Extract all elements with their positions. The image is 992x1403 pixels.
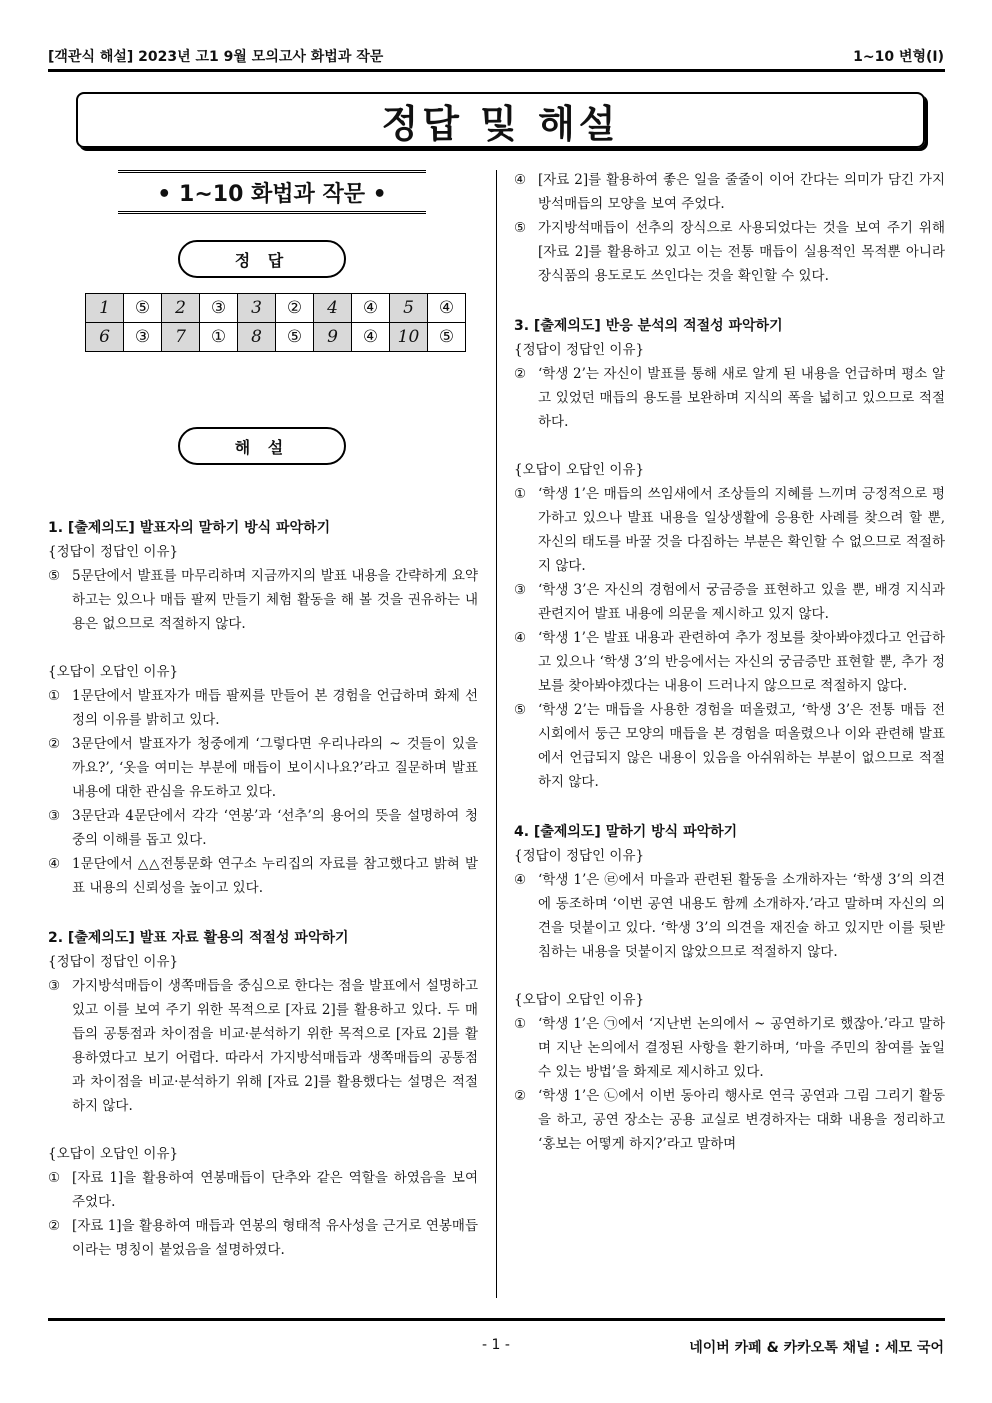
list-item: ④ 1문단에서 △△전통문화 연구소 누리집의 자료를 참고했다고 밝혀 발표 내용의 신뢰성을 높이고 있다. <box>48 856 478 896</box>
answer-value: ④ <box>352 294 390 323</box>
list-item: ① [자료 1]을 활용하여 연봉매듭이 단추와 같은 역할을 하였음을 보여 주었다. <box>48 1170 478 1210</box>
q2-heading: 2. [출제의도] 발표 자료 활용의 적절성 파악하기 <box>48 930 349 946</box>
answer-value: ③ <box>124 323 162 352</box>
correct-reason-label: {정답이 정답인 이유} <box>48 544 179 560</box>
question-number: 7 <box>162 323 200 352</box>
footer-channel: 네이버 카페 & 카카오톡 채널 : 세모 국어 <box>689 1340 944 1356</box>
correct-reason-label: {정답이 정답인 이유} <box>514 848 645 864</box>
page-title: 정답 및 해설 <box>381 101 620 146</box>
list-item: ① 1문단에서 발표자가 매듭 팔찌를 만들어 본 경험을 언급하며 화제 선정의 이유를 밝히고 있다. <box>48 688 478 728</box>
list-item: ② 3문단에서 발표자가 청중에게 ‘그렇다면 우리나라의 ~ 것들이 있을까요?’, ‘옷을 여미는 부분에 매듭이 보이시나요?’라고 질문하며 발표 내용에 대한 관심을 유도하고 있다. <box>48 736 478 800</box>
answer-value: ⑤ <box>428 323 466 352</box>
question-number: 5 <box>390 294 428 323</box>
answer-value: ⑤ <box>276 323 314 352</box>
answer-value: ④ <box>352 323 390 352</box>
q1-heading: 1. [출제의도] 발표자의 말하기 방식 파악하기 <box>48 520 331 536</box>
question-number: 9 <box>314 323 352 352</box>
q3-heading: 3. [출제의도] 반응 분석의 적절성 파악하기 <box>514 318 783 334</box>
list-item: ⑤ ‘학생 2’는 매듭을 사용한 경험을 떠올렸고, ‘학생 3’은 전통 매듭 전시회에서 둥근 모양의 매듭을 본 경험을 떠올렸으나 이와 관련해 발표에서 언급되지 않은 내용이 있음을 아쉬워하는 부분이 없으므로 적절하지 않다. <box>514 702 945 790</box>
wrong-reason-label: {오답이 오답인 이유} <box>48 1146 179 1162</box>
list-item: ③ 3문단과 4문단에서 각각 ‘연봉’과 ‘선추’의 용어의 뜻을 설명하여 청중의 이해를 돕고 있다. <box>48 808 478 848</box>
answer-label: 정 답 <box>178 240 346 278</box>
header-title: [객관식 해설] 2023년 고1 9월 모의고사 화법과 작문 <box>48 49 384 65</box>
page-number: - 1 - <box>482 1337 510 1353</box>
question-number: 10 <box>390 323 428 352</box>
list-item: ② ‘학생 1’은 ㉡에서 이번 동아리 행사로 연극 공연과 그림 그리기 활동을 하고, 공연 장소는 공용 교실로 변경하자는 대화 내용을 정리하고 ‘홍보는 어떻게 하지?’라고 말하며 <box>514 1088 945 1152</box>
right-column <box>514 168 945 1156</box>
list-item: ③ 가지방석매듭이 생쪽매듭을 중심으로 한다는 점을 발표에서 설명하고 있고 이를 보여 주기 위한 목적으로 [자료 2]를 활용하고 있다. 두 매듭의 공통점과 차이점을 비교·분석하기 위한 목적으로 [자료 2]를 활용하였다고 보기 어렵다. 따라서 가지방석매듭과 생쪽매듭의 공통점과 차이점을 비교·분석하기 위해 [자료 2]를 활용했다는 설명은 적절하지 않다. <box>48 978 478 1114</box>
list-item: ③ ‘학생 3’은 자신의 경험에서 궁금증을 표현하고 있을 뿐, 배경 지식과 관련지어 발표 내용에 의문을 제시하고 있지 않다. <box>514 582 945 622</box>
answer-value: ② <box>276 294 314 323</box>
list-item: ① ‘학생 1’은 ㉠에서 ‘지난번 논의에서 ~ 공연하기로 했잖아.’라고 말하며 지난 논의에서 결정된 사항을 환기하며, ‘마을 주민의 참여를 높일 수 있는 방법’을 화제로 제시하고 있다. <box>514 1016 945 1080</box>
section-banner <box>118 170 426 214</box>
title-box <box>76 92 925 148</box>
list-item: ⑤ 가지방석매듭이 선추의 장식으로 사용되었다는 것을 보여 주기 위해 [자료 2]를 활용하고 있고 이는 전통 매듭이 실용적인 목적뿐 아니라 장식품의 용도로도 쓰인다는 것을 확인할 수 있다. <box>514 220 945 284</box>
footer-divider <box>48 1318 945 1321</box>
list-item: ① ‘학생 1’은 매듭의 쓰임새에서 조상들의 지혜를 느끼며 긍정적으로 평가하고 있으나 발표 내용을 일상생활에 응용한 사례를 찾으려 할 뿐, 자신의 태도를 바꿀 것을 다짐하는 부분은 확인할 수 없으므로 적절하지 않다. <box>514 486 945 574</box>
answer-value: ③ <box>200 294 238 323</box>
wrong-reason-label: {오답이 오답인 이유} <box>514 462 645 478</box>
question-number: 1 <box>86 294 124 323</box>
answer-value: ⑤ <box>124 294 162 323</box>
list-item: ② [자료 1]을 활용하여 매듭과 연봉의 형태적 유사성을 근거로 연봉매듭이라는 명칭이 붙었음을 설명하였다. <box>48 1218 478 1258</box>
list-item: ⑤ 5문단에서 발표를 마무리하며 지금까지의 발표 내용을 간략하게 요약하고는 있으나 매듭 팔찌 만들기 체험 활동을 해 볼 것을 권유하는 내용은 없으므로 적절하지 않다. <box>48 568 478 632</box>
list-item: ④ ‘학생 1’은 ㉣에서 마을과 관련된 활동을 소개하자는 ‘학생 3’의 의견에 동조하며 ‘이번 공연 내용도 함께 소개하자.’라고 말하며 자신의 의견을 덧붙이고 있다. ‘학생 3’의 의견을 재진술 하고 있지만 이를 뒷받침하는 내용을 덧붙이지 않았으므로 적절하지 않다. <box>514 872 945 960</box>
answer-row <box>86 294 466 323</box>
wrong-reason-label: {오답이 오답인 이유} <box>514 992 645 1008</box>
header-version: 1~10 변형(I) <box>853 49 944 65</box>
question-number: 8 <box>238 323 276 352</box>
section-banner-text: • 1~10 화법과 작문 • <box>157 181 387 207</box>
question-number: 4 <box>314 294 352 323</box>
list-item: ④ [자료 2]를 활용하여 좋은 일을 줄줄이 이어 간다는 의미가 담긴 가지방석매듭의 모양을 보여 주었다. <box>514 172 945 212</box>
answer-table <box>85 293 466 352</box>
wrong-reason-label: {오답이 오답인 이유} <box>48 664 179 680</box>
question-number: 6 <box>86 323 124 352</box>
list-item: ④ ‘학생 1’은 발표 내용과 관련하여 추가 정보를 찾아봐야겠다고 언급하고 있으나 ‘학생 3’의 반응에서는 자신의 궁금증만 표현할 뿐, 추가 정보를 찾아봐야겠다는 내용이 드러나지 않으므로 적절하지 않다. <box>514 630 945 694</box>
answer-value: ① <box>200 323 238 352</box>
q4-heading: 4. [출제의도] 말하기 방식 파악하기 <box>514 824 738 840</box>
question-number: 2 <box>162 294 200 323</box>
left-column <box>48 516 478 1262</box>
question-number: 3 <box>238 294 276 323</box>
correct-reason-label: {정답이 정답인 이유} <box>48 954 179 970</box>
header-divider <box>48 69 945 72</box>
answer-row <box>86 323 466 352</box>
answer-value: ④ <box>428 294 466 323</box>
correct-reason-label: {정답이 정답인 이유} <box>514 342 645 358</box>
column-divider <box>496 170 497 1298</box>
explanation-label: 해 설 <box>178 427 346 465</box>
list-item: ② ‘학생 2’는 자신이 발표를 통해 새로 알게 된 내용을 언급하며 평소 알고 있었던 매듭의 용도를 보완하며 지식의 폭을 넓히고 있으므로 적절하다. <box>514 366 945 430</box>
